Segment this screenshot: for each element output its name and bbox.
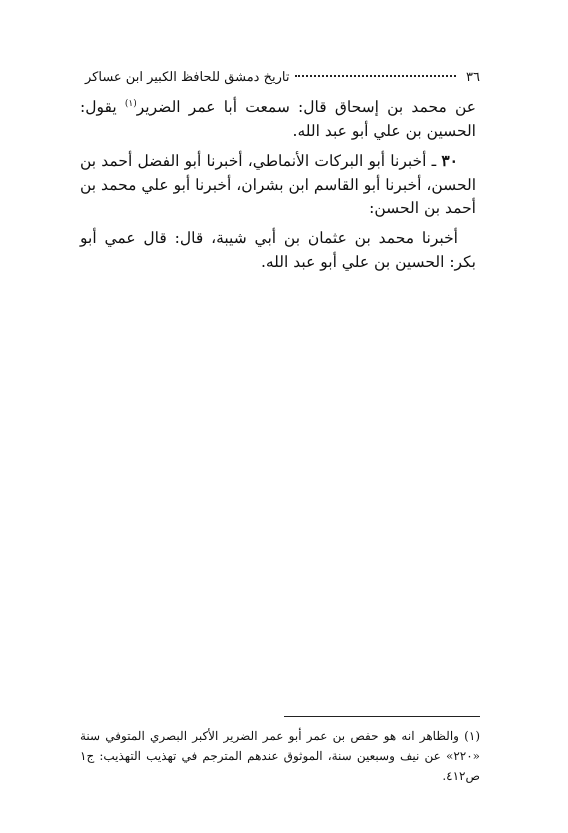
page-number: ٣٦: [466, 70, 480, 85]
footnote-reference: (١): [124, 98, 137, 109]
paragraph-2-text: ـ أخبرنا أبو البركات الأنماطي، أخبرنا أبو الفضل أحمد بن الحسن، أخبرنا أبو القاسم ابن بشران، أخبرنا أبو علي محمد بن أحمد بن الحسن:: [79, 152, 476, 218]
main-text: [80, 96, 476, 280]
paragraph-3: أخبرنا محمد بن عثمان بن أبي شيبة، قال: قال عمي أبو بكر: الحسين بن علي أبو عبد الله.: [80, 228, 476, 271]
paragraph-1-continuation: يقول: الحسين بن علي أبو عبد الله.: [80, 98, 476, 140]
footnote-text: (١) والظاهر انه هو حفص بن عمر أبو عمر الضرير الأكبر البصري المتوفي سنة «٢٢٠» عن نيف وسبعين سنة، الموثوق عندهم المترجم في تهذيب التهذيب: ج١ ص٤١٢.: [80, 729, 480, 783]
dotted-leader: [295, 75, 456, 77]
running-header: [85, 68, 480, 88]
hadith-number: ٣٠: [441, 151, 458, 171]
paragraph-2: [80, 149, 476, 221]
paragraph-1-text: عن محمد بن إسحاق قال: سمعت أبا عمر الضرير: [136, 98, 476, 116]
paragraph-1: [80, 96, 476, 143]
book-title: تاريخ دمشق للحافظ الكبير ابن عساكر: [85, 70, 290, 85]
footnote-separator: [284, 716, 480, 717]
footnote: [80, 726, 480, 786]
